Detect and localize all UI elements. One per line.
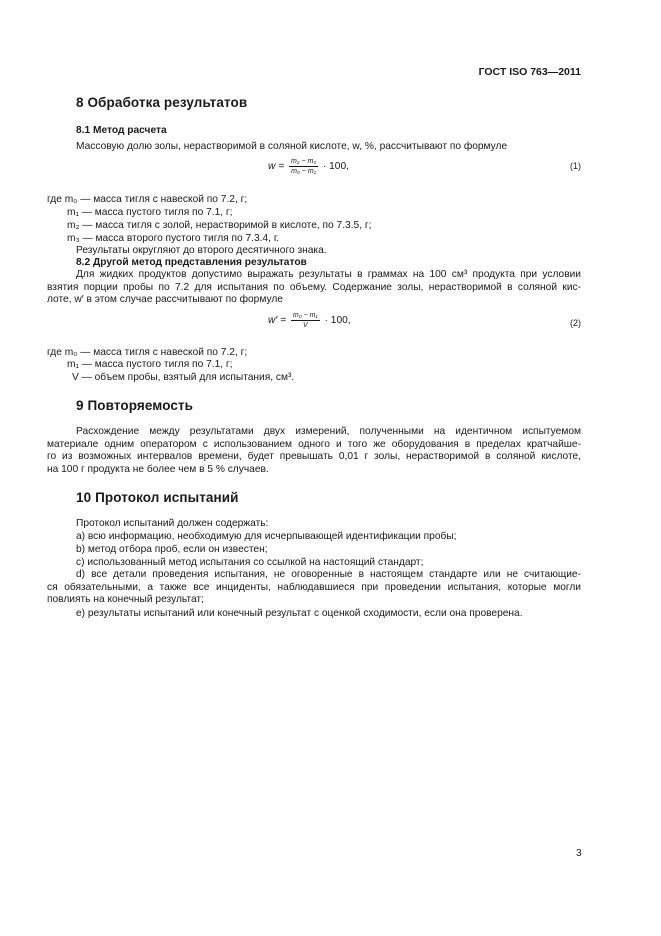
section-8-heading: 8 Обработка результатов — [76, 95, 248, 110]
formula-2-denominator: V — [302, 322, 308, 329]
paragraph-line: повлиять на конечный результат; — [47, 594, 204, 606]
report-item-e: e) результаты испытаний или конечный результат с оценкой сходимости, если она проверена. — [76, 608, 523, 619]
formula-1-fraction — [289, 158, 318, 175]
section-9-heading: 9 Повторяемость — [76, 398, 194, 413]
where-1-m0: где m₀ — масса тигля с навеской по 7.2, г; — [47, 194, 248, 205]
formula-2-numerator: m₀ − m₁ — [292, 312, 318, 319]
formula-1-lhs: w = — [268, 161, 285, 173]
report-item-c: c) использованный метод испытания со ссылкой на настоящий стандарт; — [76, 557, 424, 568]
paragraph-line: го из возможных интервалов времени, будет превышать 0,01 г золы, нерастворимой в соляной кислоте, — [47, 451, 581, 463]
paragraph-line: материале одним оператором с использованием одного и того же оборудования в пределах кратчайше- — [47, 438, 581, 450]
formula-2-number: (2) — [570, 318, 581, 328]
subsection-8-1-heading: 8.1 Метод расчета — [76, 125, 167, 136]
where-1-m2: m₂ — масса тигля с золой, нерастворимой в кислоте, по 7.3.5, г; — [67, 220, 372, 231]
paragraph-line: ся обязательными, а также все инциденты, наблюдавшиеся при проведении испытания, которые могли — [47, 581, 581, 593]
formula-1-numerator: m₂ − m₃ — [290, 158, 317, 165]
report-intro: Протокол испытаний должен содержать: — [76, 518, 269, 529]
report-item-d — [47, 569, 581, 607]
section-10-heading: 10 Протокол испытаний — [76, 490, 239, 505]
formula-2-lhs: w′ = — [268, 315, 287, 327]
formula-1-number: (1) — [570, 161, 581, 171]
formula-1-denominator: m₀ − m₁ — [291, 168, 316, 175]
formula-2 — [268, 312, 351, 329]
document-code: ГОСТ ISO 763—2011 — [478, 66, 581, 78]
formula-1 — [268, 158, 349, 175]
formula-1-tail: · 100, — [322, 161, 349, 173]
report-item-a: a) всю информацию, необходимую для исчерпывающей идентификации пробы; — [76, 531, 457, 542]
paragraph-line: d) все детали проведения испытания, не оговоренные в настоящем стандарте или не считающие- — [76, 569, 581, 580]
page-number: 3 — [576, 848, 582, 859]
rounding-note: Результаты округляют до второго десятичного знака. — [76, 245, 327, 256]
where-2-m0: где m₀ — масса тигля с навеской по 7.2, г; — [47, 347, 248, 358]
subsection-8-1-intro: Массовую долю золы, нерастворимой в соляной кислоте, w, %, рассчитывают по формуле — [76, 141, 508, 152]
subsection-8-2-heading: 8.2 Другой метод представления результатов — [76, 257, 307, 268]
where-2-v: V — объем пробы, взятый для испытания, см³. — [72, 372, 295, 383]
paragraph-line: на 100 г продукта не более чем в 5 % случаев. — [47, 463, 269, 475]
section-9-paragraph — [47, 426, 581, 476]
formula-2-fraction — [291, 312, 320, 329]
paragraph-line: Для жидких продуктов допустимо выражать результаты в граммах на 100 см³ продукта при условии — [76, 269, 581, 280]
where-1-m3: m₃ — масса второго пустого тигля по 7.3.4, г. — [67, 233, 280, 244]
where-1-m1: m₁ — масса пустого тигля по 7.1, г; — [67, 207, 233, 218]
paragraph-line: Расхождение между результатами двух измерений, полученными на идентичном испытуемом — [76, 426, 581, 437]
paragraph-line: взятия порции пробы по 7.2 для испытания по объему. Содержание золы, нерастворимой в соляной кис- — [47, 281, 581, 293]
formula-2-tail: · 100, — [324, 315, 351, 327]
paragraph-line: лоте, w′ в этом случае рассчитывают по формуле — [47, 294, 283, 306]
report-item-b: b) метод отбора проб, если он известен; — [76, 544, 268, 555]
where-2-m1: m₁ — масса пустого тигля по 7.1, г; — [67, 359, 233, 370]
subsection-8-2-paragraph — [47, 269, 581, 307]
